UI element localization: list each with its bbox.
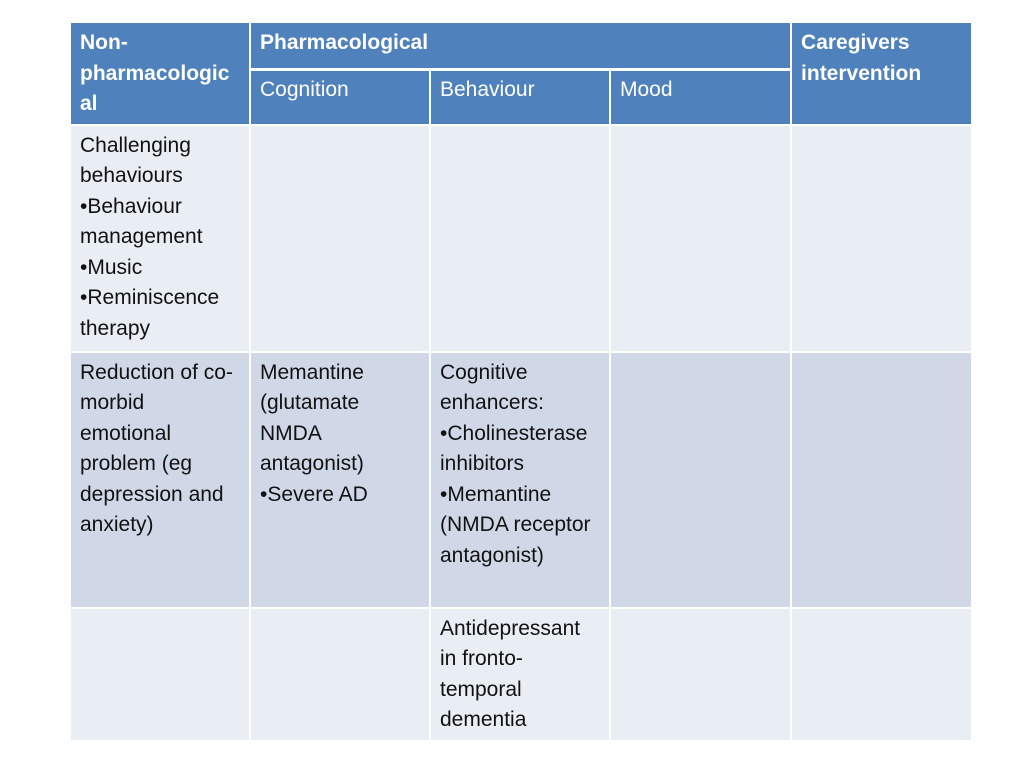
cell-line: •Memantine (NMDA receptor antagonist): [440, 482, 591, 567]
cell-mood: [610, 125, 791, 352]
cell-behaviour: [430, 125, 610, 352]
table-row: [70, 352, 972, 608]
header-behaviour: Behaviour: [430, 69, 610, 124]
cell-non-pharmacological: [70, 352, 250, 608]
cell-behaviour: [430, 608, 610, 741]
cell-line: Antidepressant in fronto-temporal dementia: [440, 616, 581, 731]
cell-mood: [610, 352, 791, 608]
treatment-table: [69, 21, 973, 742]
cell-line: •Severe AD: [260, 482, 368, 506]
cell-line: Challenging behaviours: [80, 133, 191, 187]
table-row: [70, 608, 972, 741]
cell-line: Cognitive enhancers:: [440, 360, 544, 414]
table-header: [70, 22, 972, 125]
header-mood: Mood: [610, 69, 791, 124]
cell-caregivers: [791, 125, 972, 352]
header-pharmacological: Pharmacological: [250, 22, 791, 69]
cell-line: Memantine (glutamate NMDA antagonist): [260, 360, 364, 475]
cell-cognition: [250, 125, 430, 352]
cell-mood: [610, 608, 791, 741]
header-row-1: [70, 22, 972, 69]
table-row: [70, 125, 972, 352]
cell-line: Reduction of co-morbid emotional problem (eg depression and anxiety): [80, 360, 233, 536]
cell-line: •Behaviour management: [80, 194, 203, 248]
cell-line: •Reminiscence therapy: [80, 286, 220, 340]
cell-non-pharmacological: [70, 608, 250, 741]
cell-behaviour: [430, 352, 610, 608]
header-caregivers-intervention: Caregivers intervention: [791, 22, 972, 125]
cell-cognition: [250, 608, 430, 741]
cell-caregivers: [791, 608, 972, 741]
cell-caregivers: [791, 352, 972, 608]
header-cognition: Cognition: [250, 69, 430, 124]
table-body: [70, 125, 972, 741]
header-non-pharmacological: Non-pharmacological: [70, 22, 250, 125]
cell-cognition: [250, 352, 430, 608]
cell-non-pharmacological: [70, 125, 250, 352]
cell-line: •Music: [80, 255, 143, 279]
cell-line: •Cholinesterase inhibitors: [440, 421, 588, 475]
